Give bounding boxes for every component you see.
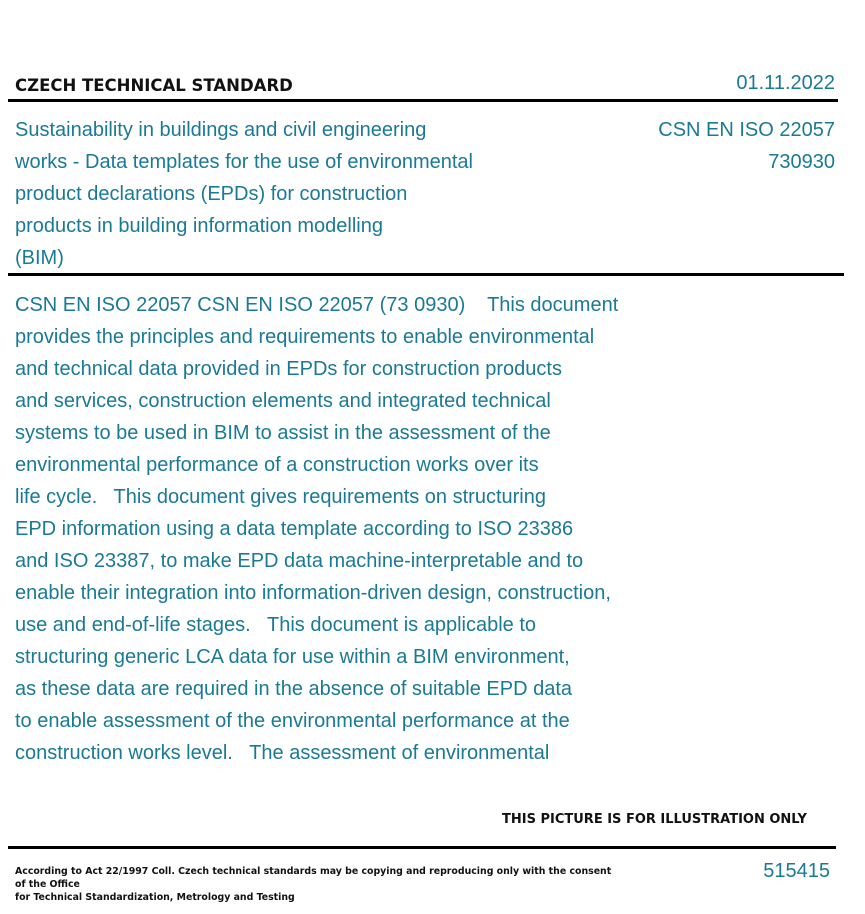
abstract-line: as these data are required in the absence of suitable EPD data: [15, 678, 573, 700]
title-line: (BIM): [15, 247, 64, 269]
abstract-line: to enable assessment of the environmental performance at the: [15, 710, 570, 732]
abstract-line: life cycle. This document gives requirements on structuring: [15, 486, 546, 508]
abstract-line: and technical data provided in EPDs for construction products: [15, 358, 562, 380]
abstract-line: CSN EN ISO 22057 CSN EN ISO 22057 (73 0930) This document: [15, 294, 619, 316]
footer-divider: [8, 846, 836, 849]
abstract-line: provides the principles and requirements to enable environmental: [15, 326, 595, 348]
abstract-text: [15, 289, 675, 769]
title-line: products in building information modelling: [15, 215, 383, 237]
legal-line: for Technical Standardization, Metrology and Testing: [15, 892, 295, 903]
abstract-line: enable their integration into information-driven design, construction,: [15, 582, 611, 604]
abstract-line: and ISO 23387, to make EPD data machine-interpretable and to: [15, 550, 584, 572]
standard-type-label: CZECH TECHNICAL STANDARD: [15, 76, 293, 95]
standard-codes: [658, 114, 835, 178]
title-divider: [8, 273, 844, 276]
abstract-line: construction works level. The assessment of environmental: [15, 742, 550, 764]
illustration-note: THIS PICTURE IS FOR ILLUSTRATION ONLY: [502, 812, 807, 827]
publication-date: 01.11.2022: [736, 72, 835, 94]
abstract-line: and services, construction elements and integrated technical: [15, 390, 551, 412]
title-line: Sustainability in buildings and civil engineering: [15, 119, 427, 141]
abstract-line: environmental performance of a construction works over its: [15, 454, 539, 476]
abstract-line: use and end-of-life stages. This document is applicable to: [15, 614, 537, 636]
title-line: product declarations (EPDs) for construction: [15, 183, 408, 205]
header-divider: [8, 99, 838, 102]
abstract-line: systems to be used in BIM to assist in the assessment of the: [15, 422, 551, 444]
legal-notice: [15, 865, 615, 904]
standard-code: CSN EN ISO 22057: [658, 119, 835, 141]
abstract-line: structuring generic LCA data for use within a BIM environment,: [15, 646, 570, 668]
standard-title: [15, 114, 525, 274]
title-line: works - Data templates for the use of environmental: [15, 151, 473, 173]
document-number: 515415: [763, 860, 830, 882]
legal-line: According to Act 22/1997 Coll. Czech technical standards may be copying and reproducing only with the consent of the Office: [15, 866, 612, 890]
abstract-line: EPD information using a data template according to ISO 23386: [15, 518, 574, 540]
class-number: 730930: [768, 151, 835, 173]
